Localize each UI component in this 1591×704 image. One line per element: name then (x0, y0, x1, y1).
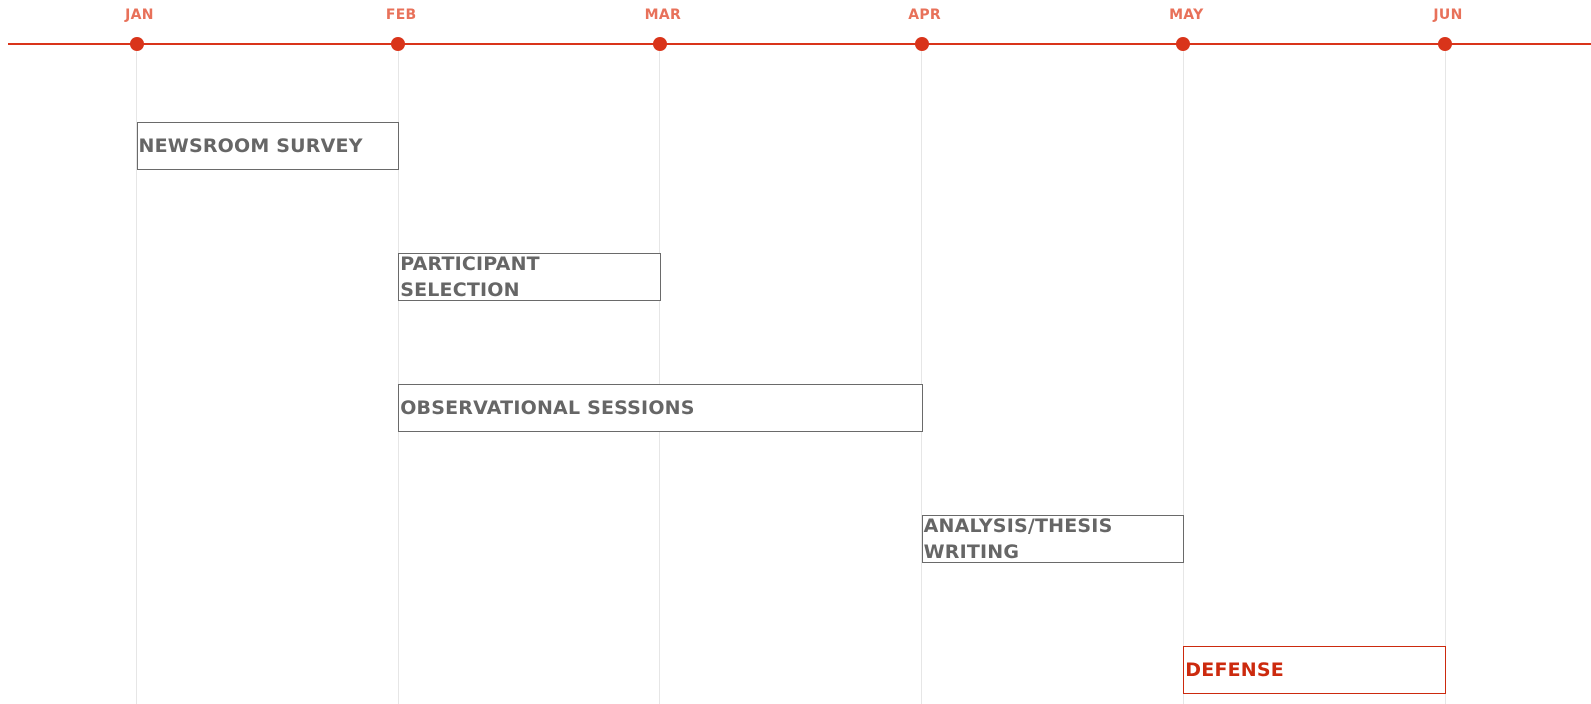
month-dot (391, 37, 405, 51)
month-dot (915, 37, 929, 51)
month-label: MAY (1169, 7, 1204, 23)
task-bar (922, 515, 1185, 563)
timeline-axis-line (8, 43, 1591, 45)
task-label: NEWSROOM SURVEY (138, 135, 363, 157)
task-bar (1183, 646, 1446, 694)
task-bar (398, 384, 922, 432)
month-dot (653, 37, 667, 51)
month-gridline (659, 46, 660, 704)
task-label: PARTICIPANT SELECTION (400, 253, 540, 301)
month-dot (130, 37, 144, 51)
month-label: APR (908, 7, 941, 23)
month-dot (1438, 37, 1452, 51)
month-label: MAR (644, 7, 682, 23)
task-label: OBSERVATIONAL SESSIONS (400, 397, 695, 419)
month-label: FEB (385, 7, 417, 23)
task-bar (137, 122, 400, 170)
month-label: JAN (125, 7, 154, 23)
task-bar (398, 253, 661, 301)
month-label: JUN (1433, 7, 1463, 23)
month-gridline (1183, 46, 1184, 704)
task-label: DEFENSE (1185, 659, 1284, 681)
month-dot (1176, 37, 1190, 51)
month-gridline (1445, 46, 1446, 704)
task-label: ANALYSIS/THESIS WRITING (923, 515, 1113, 563)
month-gridline (921, 46, 922, 704)
